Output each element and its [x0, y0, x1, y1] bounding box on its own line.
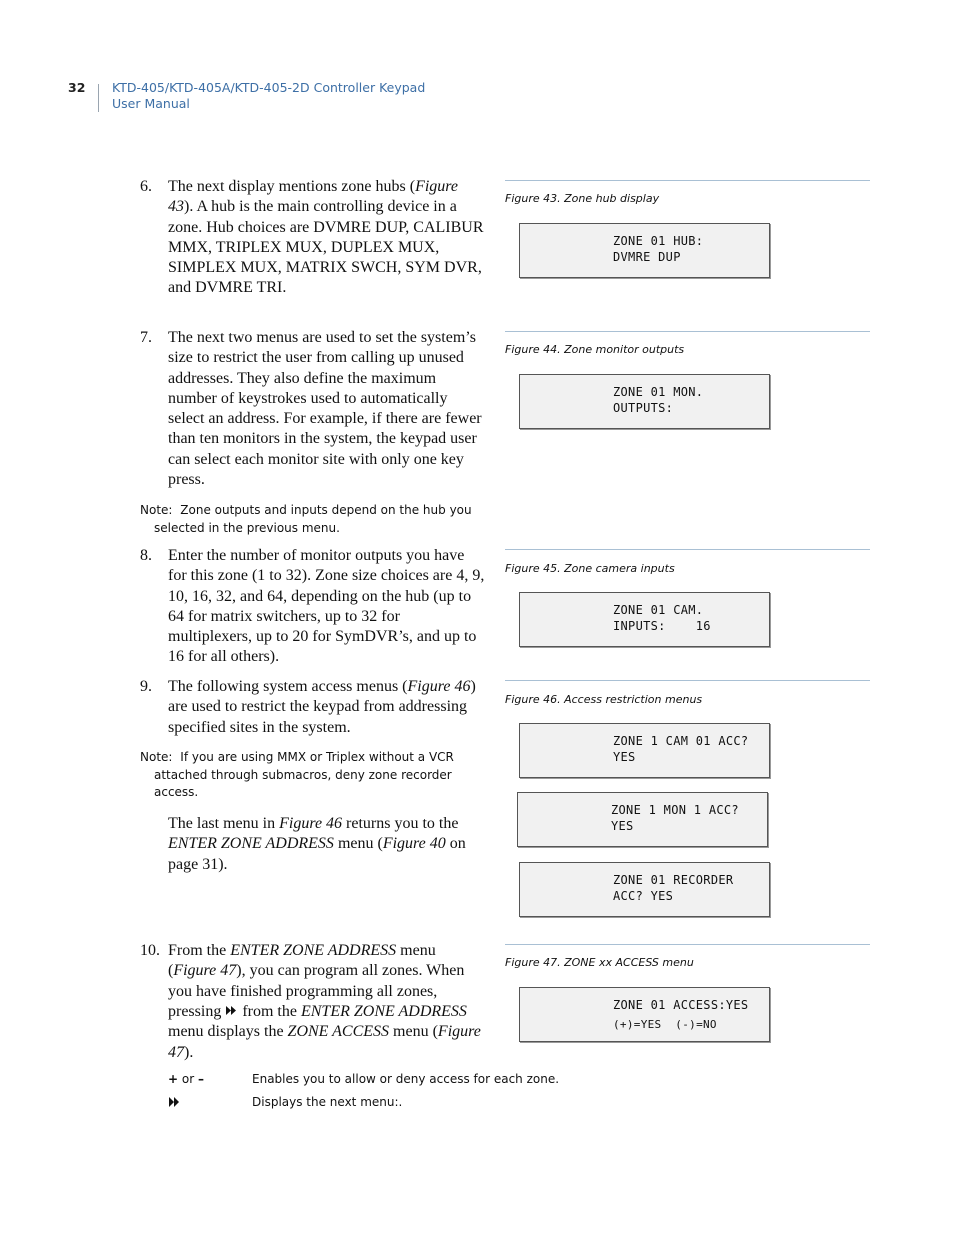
document-title-line1: KTD-405/KTD-405A/KTD-405-2D Controller Keypad: [112, 80, 426, 95]
last-menu-paragraph: [168, 814, 485, 875]
figure-reference: Figure 46: [279, 815, 343, 832]
text-run: The last menu in: [168, 815, 280, 832]
lcd-line-2: ACC? YES: [613, 889, 674, 903]
step-text: The next two menus are used to set the system’s size to restrict the user from calling up unused addresses. They also define the maximum number of keystrokes used to automatically select an address. For example, if there are fewer than ten monitors in the system, the keypad user can select each monitor site with only one key press.: [168, 329, 482, 489]
step-8: [140, 546, 485, 668]
text-run: ) are used to restrict the keypad from addressing specified sites in the system.: [168, 678, 476, 736]
text-run: The next display mentions zone hubs (: [168, 178, 416, 195]
text-run: menu displays the: [168, 1023, 288, 1041]
step-number: 7.: [140, 329, 152, 346]
text-run: ).: [184, 1043, 194, 1061]
figure-reference: Figure 43: [168, 178, 459, 216]
step-number: 9.: [140, 678, 152, 695]
text-run: menu (: [333, 835, 383, 853]
figure-45-caption: Figure 45. Zone camera inputs: [505, 562, 675, 575]
lcd-display-camera-inputs: [519, 592, 770, 647]
lcd-line-1: ZONE 01 ACCESS:YES: [613, 998, 749, 1012]
text-run: from the: [238, 1002, 301, 1020]
note-label: Note:: [140, 503, 173, 517]
step-7: [140, 328, 485, 490]
plus-key: +: [168, 1072, 179, 1086]
lcd-line-2: DVMRE DUP: [613, 250, 681, 264]
figure-47-caption: Figure 47. ZONE xx ACCESS menu: [505, 956, 694, 969]
text-run: From the: [168, 942, 231, 959]
text-run: menu (: [389, 1023, 438, 1041]
lcd-line-2: INPUTS: 16: [613, 619, 711, 633]
step-9: [140, 677, 485, 738]
key-or: or: [178, 1072, 198, 1086]
page-number: 32: [68, 80, 86, 95]
figure-divider: [505, 180, 870, 181]
header-divider: [98, 84, 99, 112]
lcd-display-recorder-access: [519, 862, 770, 917]
text-run: menu (: [168, 942, 436, 980]
lcd-line-2: (+)=YES (-)=NO: [613, 1018, 717, 1031]
step-number: 8.: [140, 547, 152, 564]
note-text-line1: Zone outputs and inputs depend on the hub you: [180, 503, 472, 517]
text-run: The following system access menus (: [168, 678, 408, 695]
menu-reference: ENTER ZONE ADDRESS: [230, 942, 397, 959]
step-text: [168, 677, 485, 738]
text-run: ). A hub is the main controlling device in a zone. Hub choices are DVMRE DUP, CALIBUR MMX, TRIPLEX MUX, DUPLEX MUX, SIMPLEX MUX, MATRIX SWCH, SYM DVR, and DVMRE TRI.: [168, 198, 484, 297]
menu-reference: ZONE ACCESS: [287, 1023, 390, 1041]
figure-divider: [505, 331, 870, 332]
lcd-display-monitor-outputs: [519, 374, 770, 429]
lcd-line-2: YES: [611, 819, 634, 833]
menu-reference: ENTER ZONE ADDRESS: [168, 835, 334, 853]
figure-divider: [505, 944, 870, 945]
step-6: [140, 177, 485, 299]
text-run: on page 31).: [168, 835, 466, 873]
lcd-line-1: ZONE 1 MON 1 ACC?: [611, 803, 739, 817]
key-plus-minus: [168, 1072, 204, 1086]
step-10: [140, 941, 485, 1063]
minus-key: –: [197, 1072, 204, 1086]
step-text: Enter the number of monitor outputs you have for this zone (1 to 32). Zone size choices are 4, 9, 10, 16, 32, and 64, depending on the hub (up to 64 for matrix switchers, up to 32 for multiplexers, up to 20 for SymDVR’s, and up to 16 for all others).: [168, 547, 485, 666]
step-number: 10.: [140, 942, 160, 959]
note-zone-outputs: [140, 502, 480, 537]
figure-divider: [505, 680, 870, 681]
figure-reference: Figure 40: [382, 835, 446, 853]
document-title-line2: User Manual: [112, 96, 190, 111]
step-number: 6.: [140, 178, 152, 195]
lcd-display-zone-access: [519, 987, 770, 1042]
text-run: ), you can program all zones. When you have finished programming all zones, pressing: [168, 962, 465, 1020]
note-text-line1: If you are using MMX or Triplex without a VCR: [180, 750, 454, 764]
figure-44-caption: Figure 44. Zone monitor outputs: [505, 343, 685, 356]
figure-43-caption: Figure 43. Zone hub display: [505, 192, 660, 205]
figure-46-caption: Figure 46. Access restriction menus: [505, 693, 703, 706]
key-next-description: Displays the next menu:.: [252, 1095, 403, 1109]
lcd-display-monitor-access: [517, 792, 768, 847]
document-title: [112, 80, 425, 112]
note-text-line3: access.: [154, 785, 199, 799]
text-run: returns you to the: [342, 815, 459, 832]
menu-reference: ENTER ZONE ADDRESS: [300, 1002, 467, 1020]
figure-reference: Figure 47: [173, 962, 237, 980]
figure-divider: [505, 549, 870, 550]
step-text: [168, 941, 485, 1063]
lcd-line-2: YES: [613, 750, 636, 764]
figure-reference: Figure 46: [407, 678, 471, 695]
note-mmx-triplex: [140, 749, 480, 802]
lcd-line-1: ZONE 01 CAM.: [613, 603, 704, 617]
lcd-display-camera-access: [519, 723, 770, 778]
figure-reference: Figure 47: [168, 1023, 481, 1061]
lcd-display-zone-hub: [519, 223, 770, 278]
lcd-line-2: OUTPUTS:: [613, 401, 674, 415]
lcd-line-1: ZONE 1 CAM 01 ACC?: [613, 734, 749, 748]
note-text-line2: selected in the previous menu.: [154, 520, 340, 535]
key-plus-minus-description: Enables you to allow or deny access for each zone.: [252, 1072, 560, 1086]
fast-forward-icon: [168, 1096, 181, 1112]
lcd-line-1: ZONE 01 MON.: [613, 385, 704, 399]
step-text: [168, 177, 485, 299]
lcd-line-1: ZONE 01 RECORDER: [613, 873, 734, 887]
note-label: Note:: [140, 750, 173, 764]
fast-forward-icon: [225, 1002, 238, 1022]
note-text-line2: attached through submacros, deny zone recorder: [154, 767, 452, 782]
lcd-line-1: ZONE 01 HUB:: [613, 234, 704, 248]
